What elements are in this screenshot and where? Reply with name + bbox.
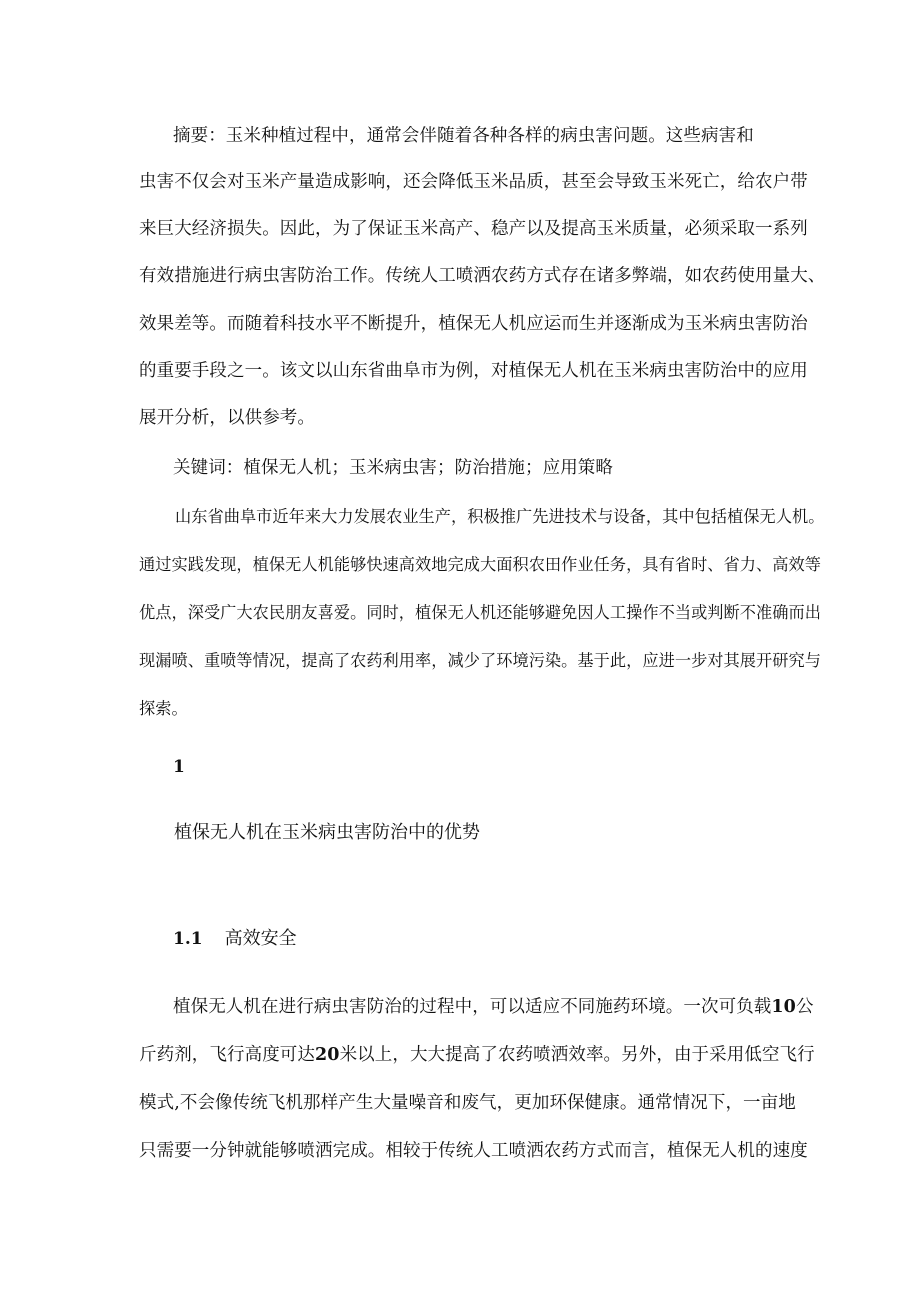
body-line-3: 模式,不会像传统飞机那样产生大量噪音和废气，更加环保健康。通常情况下，一亩地: [139, 1093, 796, 1113]
intro-line-4: 现漏喷、重喷等情况，提高了农药利用率，减少了环境污染。基于此，应进一步对其展开研究与: [139, 651, 821, 670]
section-1-number: 1: [173, 757, 185, 777]
intro-line-2: 通过实践发现，植保无人机能够快速高效地完成大面积农田作业任务，具有省时、省力、高效等: [139, 555, 821, 574]
section-1-1-title: 高效安全: [224, 928, 297, 949]
body-line-1: 植保无人机在进行病虫害防治的过程中，可以适应不同施药环境。一次可负载10公: [173, 997, 814, 1017]
abstract-line-1: 摘要：玉米种植过程中，通常会伴随着各种各样的病虫害问题。这些病害和: [173, 126, 754, 146]
abstract-line-2: 虫害不仅会对玉米产量造成影响，还会降低玉米品质，甚至会导致玉米死亡，给农户带: [139, 172, 808, 192]
body-line-4: 只需要一分钟就能够喷洒完成。相较于传统人工喷洒农药方式而言，植保无人机的速度: [139, 1141, 808, 1161]
abstract-line-7: 展开分析，以供参考。: [139, 408, 315, 428]
section-1-title: 植保无人机在玉米病虫害防治中的优势: [174, 822, 480, 843]
keywords: 关键词：植保无人机；玉米病虫害；防治措施；应用策略: [173, 458, 613, 478]
intro-line-5: 探索。: [139, 699, 188, 718]
abstract-line-6: 的重要手段之一。该文以山东省曲阜市为例，对植保无人机在玉米病虫害防治中的应用: [139, 361, 808, 381]
abstract-line-4: 有效措施进行病虫害防治工作。传统人工喷洒农药方式存在诸多弊端，如农药使用量大、: [139, 266, 826, 286]
section-1-1-number: 1.1: [173, 929, 203, 949]
abstract-line-3: 来巨大经济损失。因此，为了保证玉米高产、稳产以及提高玉米质量，必须采取一系列: [139, 219, 808, 239]
abstract-line-5: 效果差等。而随着科技水平不断提升，植保无人机应运而生并逐渐成为玉米病虫害防治: [139, 314, 808, 334]
body-line-2: 斤药剂，飞行高度可达20米以上，大大提高了农药喷洒效率。另外，由于采用低空飞行: [139, 1045, 815, 1065]
intro-line-3: 优点，深受广大农民朋友喜爱。同时，植保无人机还能够避免因人工操作不当或判断不准确而出: [139, 603, 821, 622]
intro-line-1: 山东省曲阜市近年来大力发展农业生产，积极推广先进技术与设备，其中包括植保无人机。: [175, 507, 825, 526]
section-1-1-heading: [173, 927, 297, 951]
